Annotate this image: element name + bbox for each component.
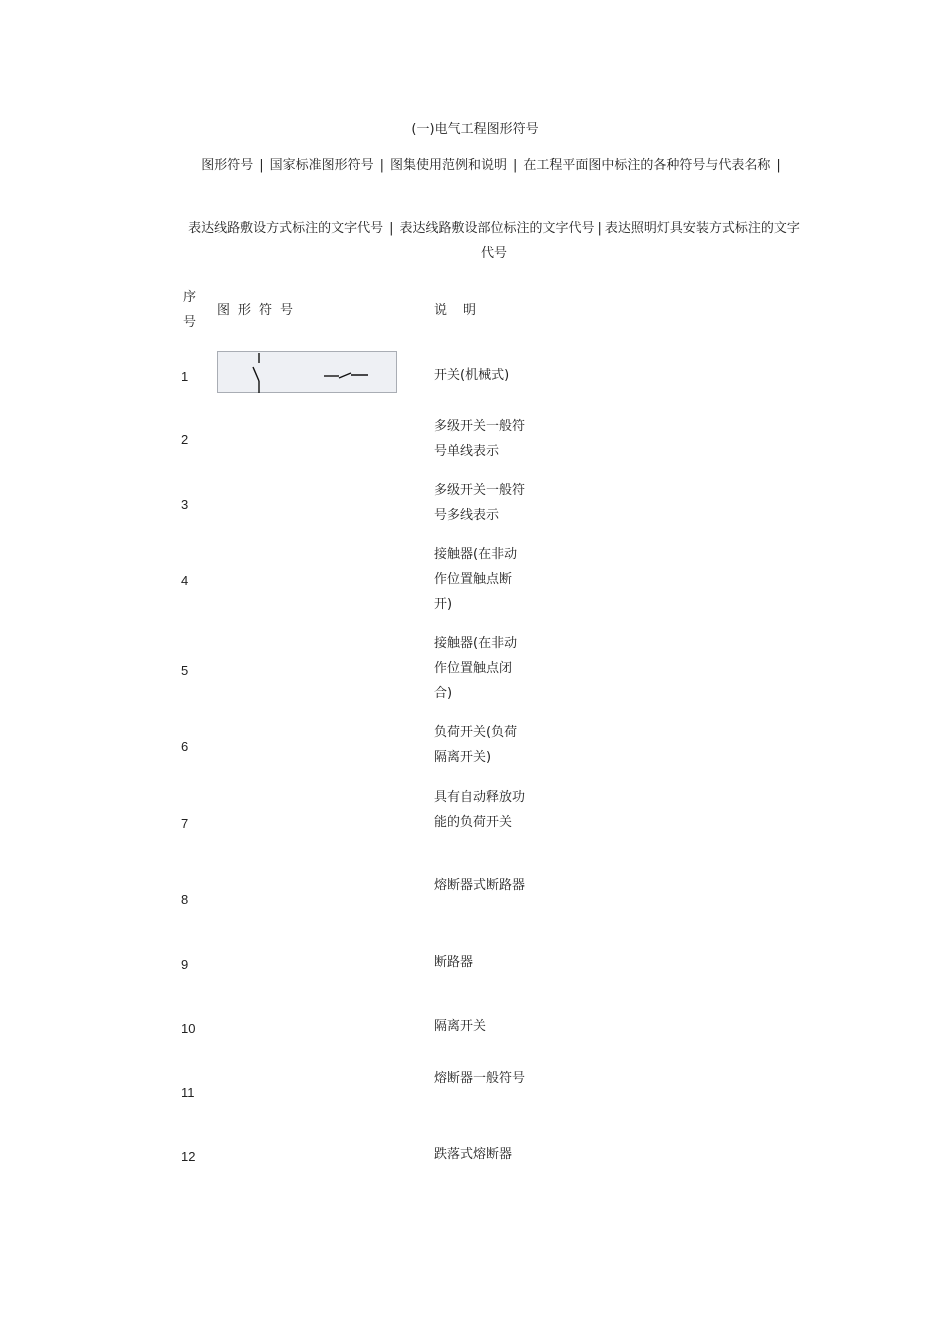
- row-description: 熔断器一般符号: [434, 1071, 526, 1086]
- nav-link-atlas-examples[interactable]: 图集使用范例和说明: [390, 158, 508, 173]
- nav-link-graphic-symbols[interactable]: 图形符号: [201, 158, 254, 173]
- nav-link-plan-symbols-names[interactable]: 在工程平面图中标注的各种符号与代表名称: [523, 158, 771, 173]
- nav-separator: |: [776, 158, 781, 173]
- row-number: 12: [181, 1149, 196, 1164]
- row-number: 3: [181, 497, 189, 512]
- row-number: 8: [181, 892, 189, 907]
- mechanical-switch-icon: [218, 352, 398, 394]
- row-description: 断路器: [434, 955, 474, 970]
- row-number: 6: [181, 739, 189, 754]
- row-description: 接触器(在非动作位置触点闭合): [434, 636, 518, 701]
- header-desc: 说明: [434, 303, 493, 318]
- row-description: 跌落式熔断器: [434, 1147, 513, 1162]
- nav-link-lighting-install-codes[interactable]: 表达照明灯具安装方式标注的文字代号: [480, 221, 800, 261]
- row-description: 多级开关一般符号单线表示: [434, 419, 526, 459]
- row-number: 9: [181, 957, 189, 972]
- row-description: 多级开关一般符号多线表示: [434, 483, 526, 523]
- nav-separator: |: [389, 221, 394, 236]
- header-symbol: 图形符号: [217, 303, 302, 318]
- nav-links-line-1: [183, 153, 805, 178]
- nav-links-line-2: [183, 216, 805, 266]
- row-number: 10: [181, 1021, 196, 1036]
- row-description: 开关(机械式): [434, 368, 510, 383]
- row-number: 11: [181, 1085, 195, 1100]
- row-description: 负荷开关(负荷隔离开关): [434, 725, 518, 765]
- switch-symbol-image: [217, 351, 397, 393]
- nav-separator: |: [597, 221, 602, 236]
- nav-separator: |: [259, 158, 264, 173]
- row-description: 接触器(在非动作位置触点断开): [434, 547, 518, 612]
- row-number: 7: [181, 816, 189, 831]
- nav-separator: |: [513, 158, 518, 173]
- row-number: 5: [181, 663, 189, 678]
- row-number: 1: [181, 369, 189, 384]
- nav-link-wiring-method-codes[interactable]: 表达线路敷设方式标注的文字代号: [188, 221, 384, 236]
- row-number: 2: [181, 432, 189, 447]
- nav-link-wiring-location-codes[interactable]: 表达线路敷设部位标注的文字代号: [399, 221, 595, 236]
- row-number: 4: [181, 573, 189, 588]
- row-description: 熔断器式断路器: [434, 878, 526, 893]
- row-description: 具有自动释放功能的负荷开关: [434, 790, 526, 830]
- header-seq: 序号: [183, 290, 197, 330]
- nav-separator: |: [379, 158, 384, 173]
- row-description: 隔离开关: [434, 1019, 487, 1034]
- nav-link-national-standard-symbols[interactable]: 国家标准图形符号: [269, 158, 374, 173]
- page-title: (一)电气工程图形符号: [411, 122, 539, 137]
